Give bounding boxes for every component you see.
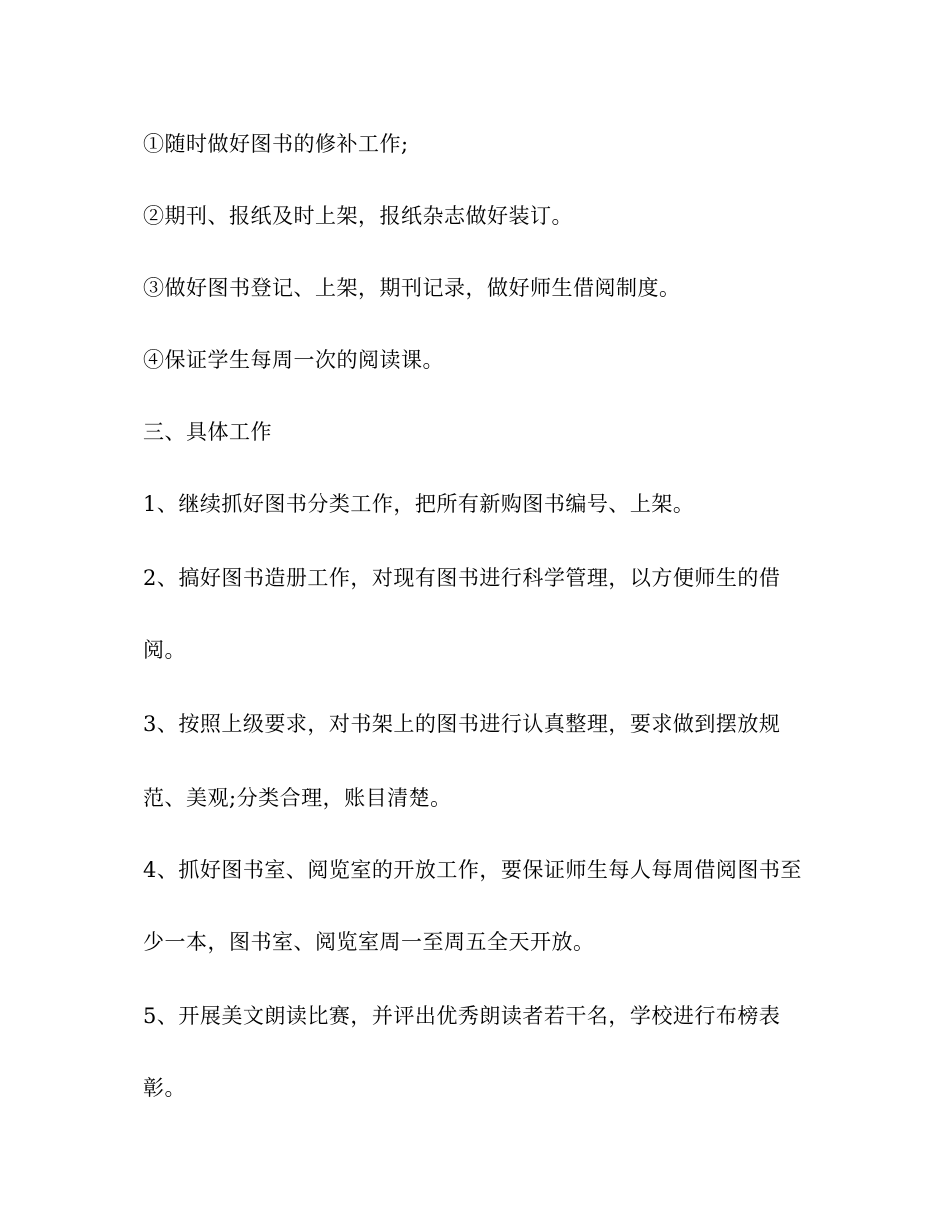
work-item-2-line-1: 2、搞好图书造册工作，对现有图书进行科学管理，以方便师生的借 [143,566,781,590]
work-item-2-line-2: 阅。 [143,638,186,662]
task-item-1: ①随时做好图书的修补工作; [143,132,409,156]
work-item-3-line-2: 范、美观;分类合理，账目清楚。 [143,786,452,810]
task-item-3: ③做好图书登记、上架，期刊记录，做好师生借阅制度。 [143,276,681,300]
task-item-4: ④保证学生每周一次的阅读课。 [143,348,444,372]
work-item-4-line-2: 少一本，图书室、阅览室周一至周五全天开放。 [143,930,595,954]
task-item-2: ②期刊、报纸及时上架，报纸杂志做好装订。 [143,204,573,228]
work-item-1: 1、继续抓好图书分类工作，把所有新购图书编号、上架。 [143,492,695,516]
section-heading: 三、具体工作 [143,420,272,444]
work-item-5-line-2: 彰。 [143,1076,186,1100]
work-item-3-line-1: 3、按照上级要求，对书架上的图书进行认真整理，要求做到摆放规 [143,712,781,736]
work-item-4-line-1: 4、抓好图书室、阅览室的开放工作，要保证师生每人每周借阅图书至 [143,858,802,882]
work-item-5-line-1: 5、开展美文朗读比赛，并评出优秀朗读者若干名，学校进行布榜表 [143,1004,781,1028]
